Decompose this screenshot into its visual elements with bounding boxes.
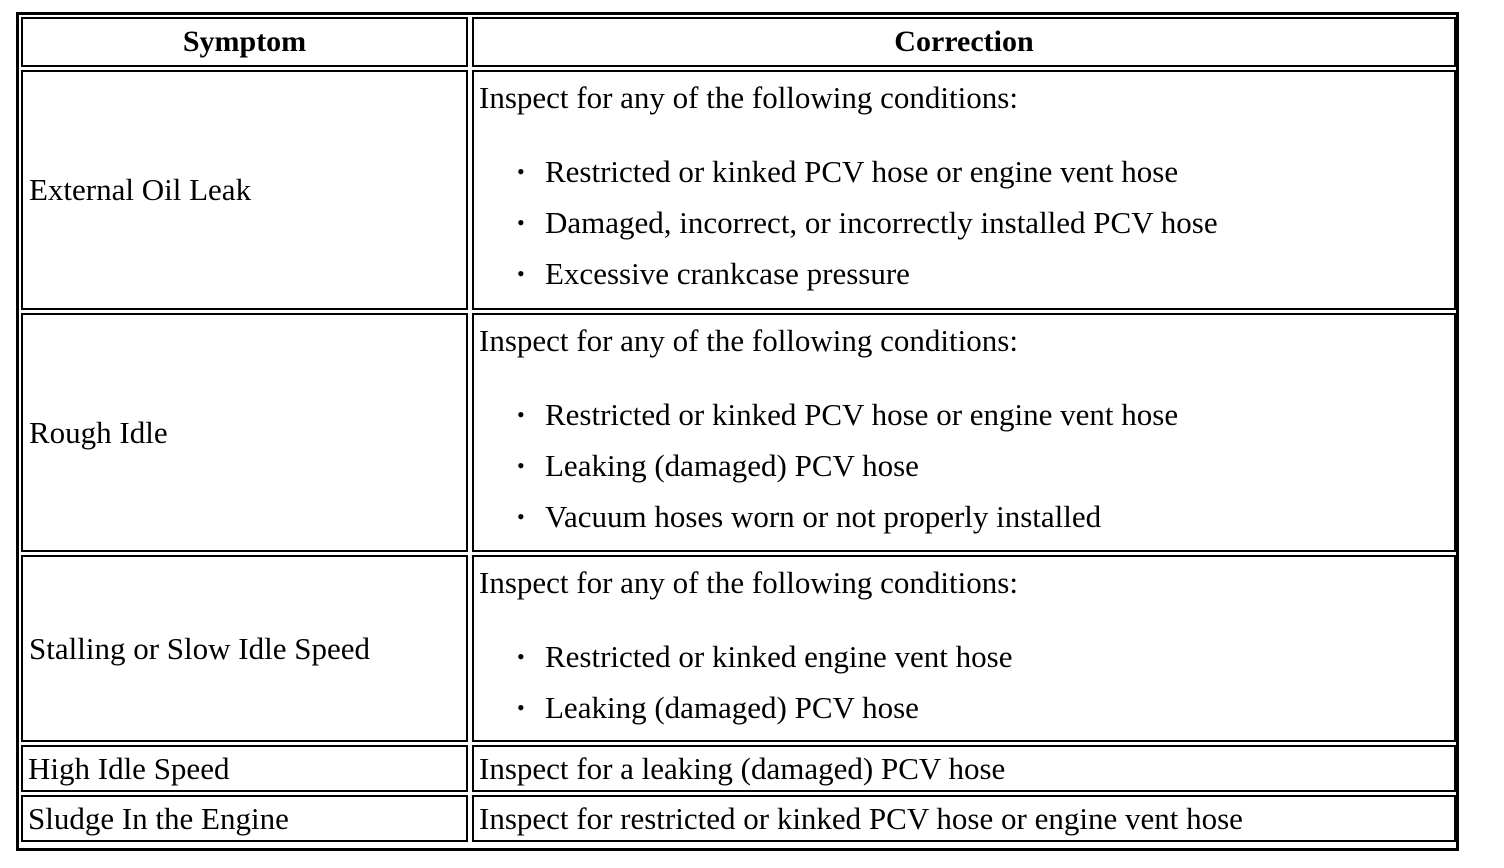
condition-text: Restricted or kinked engine vent hose bbox=[545, 639, 1013, 674]
bullet-icon: • bbox=[517, 695, 525, 720]
table-grid bbox=[21, 17, 1454, 846]
condition-text: Excessive crankcase pressure bbox=[545, 256, 910, 291]
symptom-cell bbox=[21, 313, 468, 552]
correction-text: Inspect for restricted or kinked PCV hose or engine vent hose bbox=[479, 800, 1243, 836]
correction-cell bbox=[472, 795, 1456, 842]
list-item bbox=[479, 389, 1454, 440]
bullet-icon: • bbox=[517, 261, 525, 286]
condition-text: Damaged, incorrect, or incorrectly installed PCV hose bbox=[545, 205, 1218, 240]
header-correction: Correction bbox=[472, 17, 1456, 67]
condition-text: Leaking (damaged) PCV hose bbox=[545, 448, 919, 483]
symptom-text: Sludge In the Engine bbox=[28, 800, 289, 836]
list-item bbox=[479, 682, 1454, 733]
condition-text: Leaking (damaged) PCV hose bbox=[545, 690, 919, 725]
list-item bbox=[479, 440, 1454, 491]
correction-intro: Inspect for any of the following conditions: bbox=[479, 80, 1018, 115]
list-item bbox=[479, 248, 1454, 299]
list-item bbox=[479, 146, 1454, 197]
correction-intro: Inspect for any of the following conditions: bbox=[479, 323, 1018, 358]
symptom-text: Stalling or Slow Idle Speed bbox=[29, 630, 370, 666]
list-item bbox=[479, 631, 1454, 682]
condition-text: Vacuum hoses worn or not properly installed bbox=[545, 499, 1102, 534]
correction-cell bbox=[472, 745, 1456, 792]
bullet-icon: • bbox=[517, 644, 525, 669]
diagnosis-table bbox=[16, 12, 1459, 851]
symptom-text: High Idle Speed bbox=[28, 750, 230, 786]
condition-text: Restricted or kinked PCV hose or engine vent hose bbox=[545, 154, 1179, 189]
correction-cell bbox=[472, 70, 1456, 310]
symptom-text: Rough Idle bbox=[29, 414, 168, 450]
bullet-icon: • bbox=[517, 159, 525, 184]
correction-cell bbox=[472, 555, 1456, 742]
bullet-icon: • bbox=[517, 210, 525, 235]
correction-text: Inspect for a leaking (damaged) PCV hose bbox=[479, 750, 1006, 786]
bullet-icon: • bbox=[517, 453, 525, 478]
symptom-cell bbox=[21, 70, 468, 310]
condition-list bbox=[479, 389, 1454, 542]
symptom-text: External Oil Leak bbox=[29, 172, 252, 207]
condition-list bbox=[479, 631, 1454, 733]
header-symptom: Symptom bbox=[21, 17, 468, 67]
list-item bbox=[479, 197, 1454, 248]
condition-list bbox=[479, 146, 1454, 299]
bullet-icon: • bbox=[517, 402, 525, 427]
bullet-icon: • bbox=[517, 504, 525, 529]
symptom-cell bbox=[21, 555, 468, 742]
symptom-cell bbox=[21, 795, 468, 842]
condition-text: Restricted or kinked PCV hose or engine vent hose bbox=[545, 397, 1179, 432]
list-item bbox=[479, 491, 1454, 542]
correction-cell bbox=[472, 313, 1456, 552]
symptom-cell bbox=[21, 745, 468, 792]
correction-intro: Inspect for any of the following conditions: bbox=[479, 565, 1018, 600]
